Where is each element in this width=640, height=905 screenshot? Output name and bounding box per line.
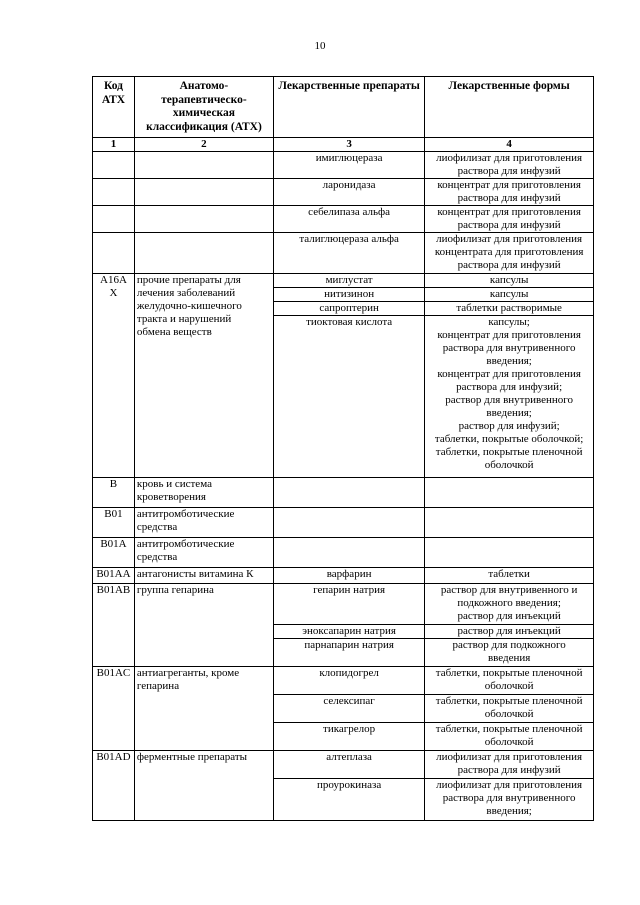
- atx-code-cell: B: [93, 478, 135, 508]
- atx-code-cell: [93, 274, 135, 478]
- cell-line: раствор для инфузий;: [458, 420, 560, 432]
- table-row: [93, 667, 594, 695]
- cell-line: антитромботические: [136, 508, 235, 520]
- drug-cell: сапроптерин: [273, 302, 424, 316]
- form-cell: [425, 274, 594, 288]
- cell-line: введения;: [486, 355, 532, 367]
- cell-line: раствор для внутривенного: [445, 394, 574, 406]
- drug-cell: проурокиназа: [273, 779, 424, 821]
- cell-line: концентрат для приготовления: [437, 206, 581, 218]
- cell-line: раствора для инфузий: [457, 165, 561, 177]
- cell-line: концентрата для приготовления: [434, 246, 584, 258]
- atx-code-cell: B01AB: [93, 584, 135, 667]
- table-row: [93, 478, 594, 508]
- cell-line: желудочно-кишечного: [136, 300, 242, 312]
- drug-cell: алтеплаза: [273, 751, 424, 779]
- column-number: 3: [273, 138, 424, 152]
- cell-line: X: [109, 287, 118, 299]
- form-cell: [425, 478, 594, 508]
- cell-line: кроветворения: [136, 491, 206, 503]
- form-cell: [425, 179, 594, 206]
- cell-line: кровь и система: [136, 478, 212, 490]
- cell-line: средства: [136, 551, 178, 563]
- cell-line: введения;: [486, 407, 532, 419]
- header-atx: Анатомо-терапевтическо-химическая классификация (АТХ): [134, 77, 273, 138]
- cell-line: лиофилизат для приготовления: [436, 233, 583, 245]
- atx-code-cell: B01AA: [93, 568, 135, 584]
- drug-cell: имиглюцераза: [273, 152, 424, 179]
- atx-code-cell: [93, 233, 135, 274]
- atx-desc-cell: [134, 179, 273, 206]
- drug-cell: нитизинон: [273, 288, 424, 302]
- drug-cell: миглустат: [273, 274, 424, 288]
- cell-line: оболочкой: [484, 708, 534, 720]
- cell-line: капсулы: [489, 274, 529, 286]
- cell-line: таблетки, покрытые пленочной: [435, 667, 583, 679]
- form-cell: [425, 302, 594, 316]
- cell-line: раствора для инфузий: [457, 764, 561, 776]
- drug-cell: талиглюцераза альфа: [273, 233, 424, 274]
- cell-line: лиофилизат для приготовления: [436, 779, 583, 791]
- form-cell: [425, 538, 594, 568]
- table-row: [93, 751, 594, 779]
- cell-line: таблетки, покрытые пленочной: [435, 695, 583, 707]
- cell-line: раствора для инфузий: [457, 259, 561, 271]
- page-number: 10: [314, 40, 326, 52]
- atx-code-cell: B01AC: [93, 667, 135, 751]
- cell-line: раствора для инфузий;: [456, 381, 563, 393]
- table-row: [93, 206, 594, 233]
- cell-line: лечения заболеваний: [136, 287, 236, 299]
- cell-line: таблетки растворимые: [456, 302, 562, 314]
- header-forms: Лекарственные формы: [425, 77, 594, 138]
- cell-line: раствор для подкожного: [452, 639, 566, 651]
- atx-desc-cell: [134, 478, 273, 508]
- form-cell: [425, 233, 594, 274]
- cell-line: оболочкой: [484, 736, 534, 748]
- atx-code-cell: [93, 206, 135, 233]
- cell-line: ферментные препараты: [136, 751, 248, 763]
- drug-cell: клопидогрел: [273, 667, 424, 695]
- table-row: [93, 152, 594, 179]
- form-cell: [425, 288, 594, 302]
- table-body: [93, 152, 594, 821]
- cell-line: лиофилизат для приготовления: [436, 751, 583, 763]
- cell-line: раствор для инъекций: [457, 625, 561, 637]
- form-cell: [425, 568, 594, 584]
- drug-cell: эноксапарин натрия: [273, 625, 424, 639]
- form-cell: [425, 316, 594, 478]
- cell-line: таблетки: [488, 568, 530, 580]
- atx-desc-cell: [134, 233, 273, 274]
- table-row: [93, 538, 594, 568]
- table-row: [93, 584, 594, 625]
- cell-line: A16A: [100, 274, 127, 286]
- cell-line: концентрат для приготовления: [437, 368, 581, 380]
- form-cell: [425, 206, 594, 233]
- cell-line: оболочкой: [484, 680, 534, 692]
- cell-line: средства: [136, 521, 178, 533]
- atx-desc-cell: [134, 538, 273, 568]
- cell-line: концентрат для приготовления: [437, 179, 581, 191]
- form-cell: [425, 625, 594, 639]
- cell-line: раствора для внутривенного: [442, 342, 576, 354]
- drug-cell: [273, 478, 424, 508]
- cell-line: оболочкой: [484, 459, 534, 471]
- atx-desc-cell: [134, 274, 273, 478]
- drug-cell: [273, 538, 424, 568]
- atx-code-cell: [93, 179, 135, 206]
- form-cell: [425, 723, 594, 751]
- form-cell: [425, 667, 594, 695]
- cell-line: гепарина: [136, 680, 180, 692]
- form-cell: [425, 751, 594, 779]
- atx-table: [92, 76, 594, 821]
- column-number: 1: [93, 138, 135, 152]
- drug-cell: тиоктовая кислота: [273, 316, 424, 478]
- cell-line: подкожного введения;: [457, 597, 561, 609]
- atx-desc-cell: [134, 751, 273, 821]
- drug-cell: тикагрелор: [273, 723, 424, 751]
- table-row: [93, 274, 594, 288]
- atx-desc-cell: [134, 568, 273, 584]
- column-number: 4: [425, 138, 594, 152]
- cell-line: обмена веществ: [136, 326, 212, 338]
- cell-line: введения;: [486, 805, 532, 817]
- atx-desc-cell: [134, 667, 273, 751]
- table-row: [93, 568, 594, 584]
- drug-cell: [273, 508, 424, 538]
- drug-cell: варфарин: [273, 568, 424, 584]
- header-drugs: Лекарственные препараты: [273, 77, 424, 138]
- cell-line: капсулы;: [488, 316, 530, 328]
- cell-line: введения: [487, 652, 531, 664]
- cell-line: раствора для инфузий: [457, 192, 561, 204]
- drug-cell: парнапарин натрия: [273, 639, 424, 667]
- form-cell: [425, 639, 594, 667]
- drug-cell: ларонидаза: [273, 179, 424, 206]
- cell-line: антагонисты витамина К: [136, 568, 254, 580]
- atx-code-cell: [93, 152, 135, 179]
- table-row: [93, 179, 594, 206]
- table-row: [93, 233, 594, 274]
- cell-line: антиагреганты, кроме: [136, 667, 240, 679]
- cell-line: раствора для инфузий: [457, 219, 561, 231]
- cell-line: лиофилизат для приготовления: [436, 152, 583, 164]
- form-cell: [425, 584, 594, 625]
- cell-line: антитромботические: [136, 538, 235, 550]
- atx-code-cell: B01AD: [93, 751, 135, 821]
- cell-line: капсулы: [489, 288, 529, 300]
- form-cell: [425, 695, 594, 723]
- cell-line: раствор для инъекций: [457, 610, 561, 622]
- atx-desc-cell: [134, 206, 273, 233]
- cell-line: прочие препараты для: [136, 274, 241, 286]
- atx-desc-cell: [134, 152, 273, 179]
- cell-line: тракта и нарушений: [136, 313, 232, 325]
- form-cell: [425, 508, 594, 538]
- cell-line: группа гепарина: [136, 584, 214, 596]
- cell-line: таблетки, покрытые пленочной: [435, 446, 583, 458]
- cell-line: раствор для внутривенного и: [440, 584, 578, 596]
- drug-cell: селексипаг: [273, 695, 424, 723]
- atx-code-cell: B01: [93, 508, 135, 538]
- cell-line: таблетки, покрытые оболочкой;: [434, 433, 584, 445]
- column-number: 2: [134, 138, 273, 152]
- form-cell: [425, 779, 594, 821]
- table-row: [93, 508, 594, 538]
- atx-code-cell: B01A: [93, 538, 135, 568]
- cell-line: концентрат для приготовления: [437, 329, 581, 341]
- cell-line: раствора для внутривенного: [442, 792, 576, 804]
- atx-desc-cell: [134, 508, 273, 538]
- atx-desc-cell: [134, 584, 273, 667]
- cell-line: таблетки, покрытые пленочной: [435, 723, 583, 735]
- header-code: Код АТХ: [93, 77, 135, 138]
- drug-cell: себелипаза альфа: [273, 206, 424, 233]
- form-cell: [425, 152, 594, 179]
- drug-cell: гепарин натрия: [273, 584, 424, 625]
